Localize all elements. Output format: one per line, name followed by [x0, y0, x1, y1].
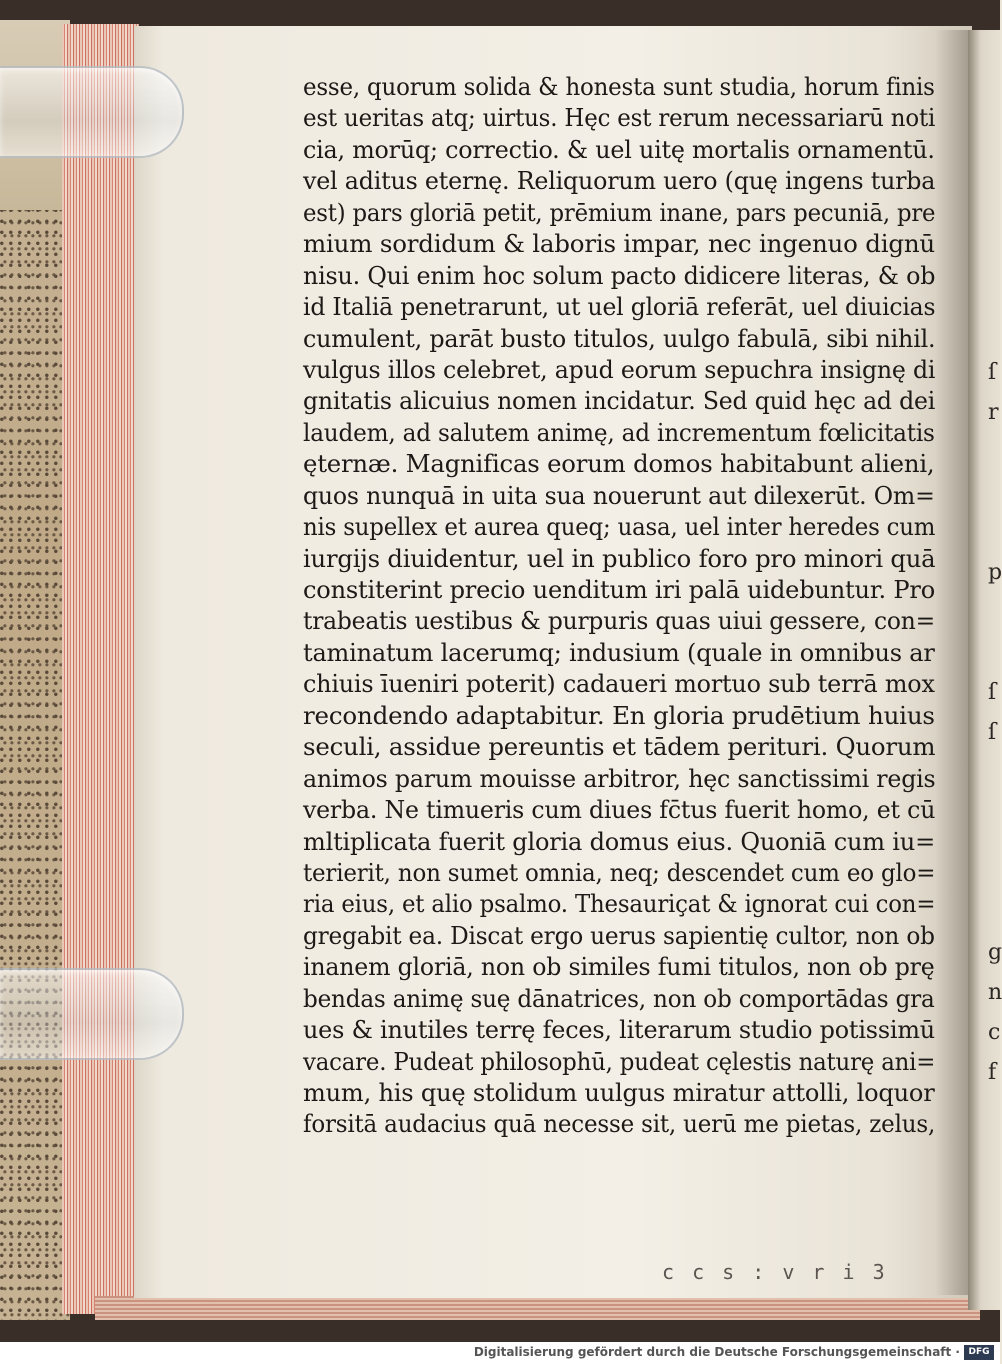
text-line: vacare. Pudeat philosophū, pudeat cęlestis naturę ani= [303, 1047, 936, 1076]
text-line: ria eius, et alio psalmo. Thesauriçat & ignorat cui con= [303, 890, 936, 919]
text-line: est ueritas atq; uirtus. Hęc est rerum necessariarū noti [303, 104, 936, 133]
text-line: nisu. Qui enim hoc solum pacto didicere literas, & ob [303, 261, 936, 290]
facing-page-glyph: ſ [988, 720, 997, 745]
shelfmark: c c s : v r i 3 [662, 1260, 888, 1284]
text-line: mium sordidum & laboris impar, nec ingenuo dignū [303, 230, 935, 259]
page-block-edges [62, 24, 139, 1314]
facing-page-glyph: c [988, 1020, 1001, 1045]
text-line: id Italiā penetrarunt, ut uel gloriā referāt, uel diuicias [303, 293, 936, 322]
text-line: ues & inutiles terrę feces, literarum studio potissimū [303, 1016, 935, 1045]
facing-page-glyph: r [988, 400, 999, 425]
text-line: trabeatis uestibus & purpuris quas uiui gessere, con= [303, 607, 935, 636]
footer-credit: Digitalisierung gefördert durch die Deutsche Forschungsgemeinschaft · [473, 1345, 960, 1359]
text-line: terierit, non sumet omnia, neq; descendet cum eo glo= [303, 858, 936, 887]
page-block-bottom-edge [95, 1296, 980, 1320]
text-line: forsitā audacius quā necesse sit, uerū me pietas, zelus, [303, 1110, 936, 1139]
book-cover-marbled [0, 20, 70, 1320]
text-line: vel aditus eternę. Reliquorum uero (quę ingens turba [303, 167, 936, 196]
dfg-logo: DFG [964, 1345, 994, 1360]
facing-page-glyph: p [988, 560, 1002, 585]
text-line: iurgijs diuidentur, uel in publico foro pro minori quā [303, 544, 936, 573]
footer-bar [0, 1342, 1000, 1364]
facing-page-glyph: f [988, 1060, 997, 1085]
page-text-block [303, 72, 935, 1141]
text-line: recondendo adaptabitur. En gloria prudētium huius [303, 701, 935, 730]
facing-page-glyph: n [988, 980, 1002, 1005]
text-line: bendas animę suę dānatrices, non ob comportādas gra [303, 984, 935, 1013]
text-line: cumulent, parāt busto titulos, uulgo fabulā, sibi nihil. [303, 324, 936, 353]
facing-page-glyph: ſ [988, 680, 997, 705]
text-line: gnitatis alicuius nomen incidatur. Sed quid hęc ad dei [303, 387, 936, 416]
text-line: inanem gloriā, non ob similes fumi titulos, non ob prę [303, 953, 935, 982]
text-line: animos parum mouisse arbitror, hęc sanctissimi regis [303, 764, 936, 793]
text-line: verba. Ne timueris cum diues fc̄tus fuerit homo, et cū [303, 796, 936, 825]
text-line: esse, quorum solida & honesta sunt studia, horum finis [303, 73, 935, 101]
page-clip-top [0, 66, 184, 158]
text-line: mltiplicata fuerit gloria domus eius. Quoniā cum iu= [303, 827, 936, 856]
text-line: nis supellex et aurea queq; uasa, uel inter heredes cum [303, 513, 936, 542]
text-line: taminatum lacerumq; indusium (quale in omnibus ar [303, 638, 935, 667]
text-line: constiterint precio uenditum iri palā uidebuntur. Pro [303, 576, 936, 604]
text-line: ęternæ. Magnificas eorum domos habitabunt alieni, [303, 450, 935, 479]
text-line: seculi, assidue pereuntis et tādem perituri. Quorum [303, 733, 936, 762]
text-line: chiuis īueniri poterit) cadaueri mortuo sub terrā mox [303, 670, 935, 699]
text-line: cia, morūq; correctio. & uel uitę mortalis ornamentū. [303, 135, 935, 164]
facing-page-sliver [968, 30, 1000, 1310]
text-line: gregabit ea. Discat ergo uerus sapientię cultor, non ob [303, 921, 935, 950]
page-clip-bottom [0, 968, 184, 1060]
facing-page-glyph: ſ [988, 360, 997, 385]
text-line: laudem, ad salutem animę, ad incrementum fœlicitatis [303, 418, 935, 447]
text-line: quos nunquā in uita sua nouerunt aut dilexerūt. Om= [303, 481, 935, 510]
text-line: vulgus illos celebret, apud eorum sepuchra insignę di [303, 355, 936, 384]
text-line: mum, his quę stolidum uulgus miratur attolli, loquor [303, 1079, 935, 1107]
facing-page-glyph: g [988, 940, 1002, 965]
text-line: est) pars gloriā petit, prēmium inane, pars pecuniā, pre [303, 198, 936, 227]
